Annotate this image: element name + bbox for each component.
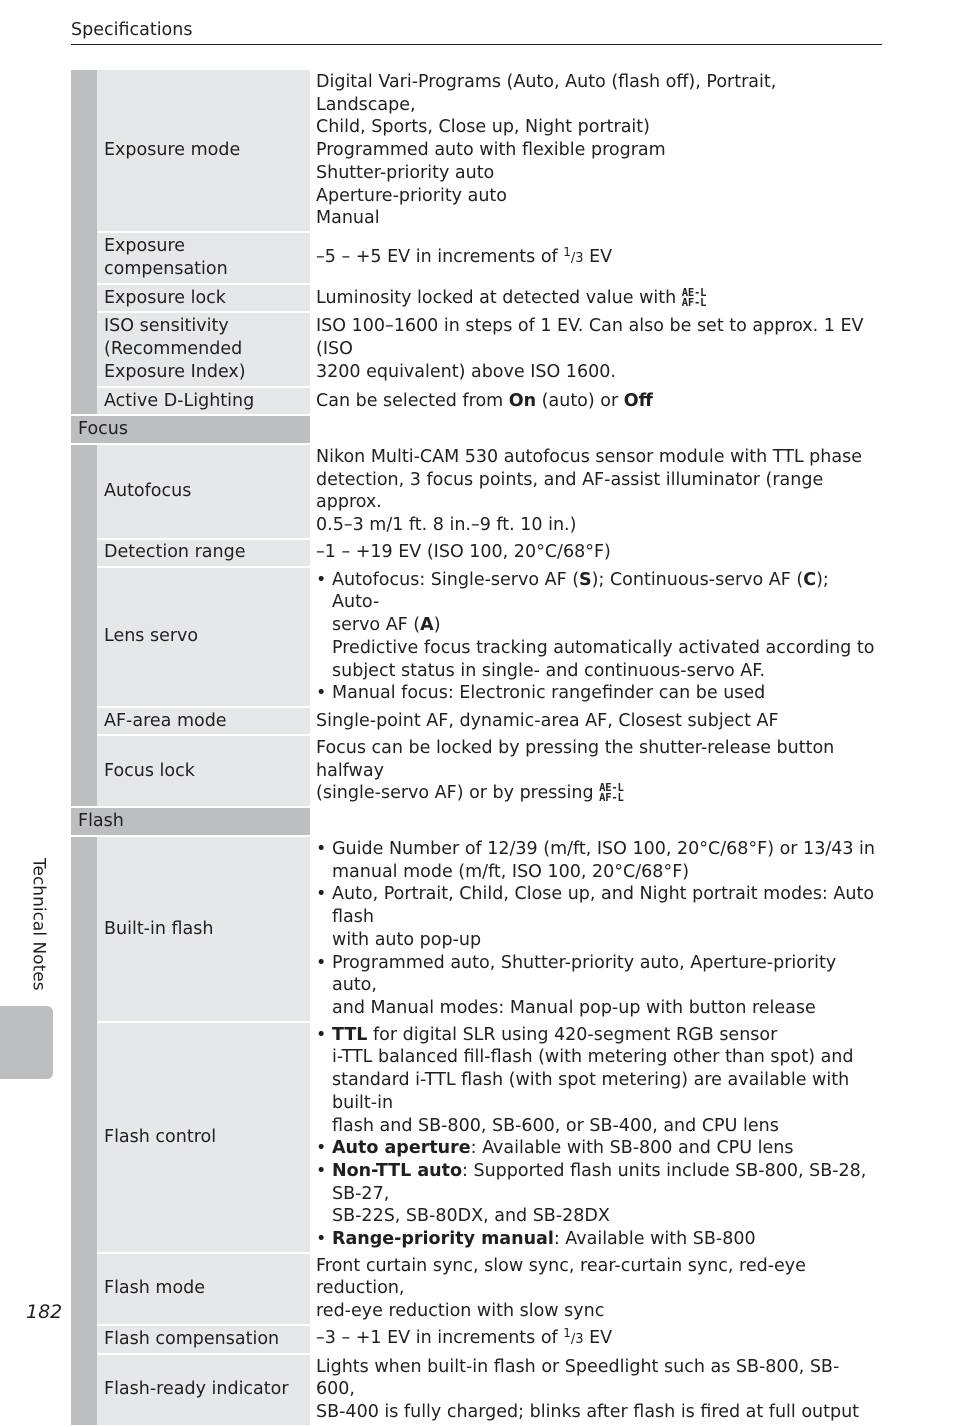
spec-key: AF-area mode: [97, 707, 310, 735]
key-line: ISO sensitivity: [104, 316, 229, 337]
section-heading: Focus: [71, 415, 310, 444]
spec-key: Active D-Lighting: [97, 387, 310, 415]
indent-cell: [71, 1325, 97, 1354]
bullet-list: [316, 838, 878, 1020]
spec-key: Exposure mode: [97, 70, 310, 232]
value-line: SB-22S, SB-80DX, and SB-28DX: [332, 1206, 610, 1227]
key-line: (Recommended: [104, 339, 243, 360]
header-rule: [71, 44, 882, 45]
value-line: Predictive focus tracking automatically activated according to: [332, 637, 875, 658]
indent-cell: [71, 387, 97, 415]
side-section-label: [24, 858, 54, 998]
af-l-glyph: AF-L: [599, 792, 624, 805]
value-line: Focus can be locked by pressing the shutter-release button halfway: [316, 737, 835, 781]
value-text: (auto) or: [536, 390, 624, 411]
list-item: • Manual focus: Electronic rangefinder can be used: [316, 682, 878, 705]
spec-value: Single-point AF, dynamic-area AF, Closest subject AF: [310, 707, 882, 735]
value-line: detection, 3 focus points, and AF-assist illuminator (range approx.: [316, 469, 824, 513]
value-text: servo AF (: [332, 615, 421, 636]
spec-key: Built-in flash: [97, 836, 310, 1022]
spec-key: Exposure lock: [97, 284, 310, 312]
bullet-list: [316, 569, 878, 705]
value-line: Digital Vari-Programs (Auto, Auto (flash off), Portrait, Landscape,: [316, 72, 777, 115]
value-text: : Available with SB-800: [553, 1229, 756, 1250]
table-row: [71, 1022, 882, 1253]
value-text: EV: [583, 1327, 613, 1348]
list-item: [316, 569, 878, 683]
indent-cell: [71, 539, 97, 567]
mode-glyph-c: C: [803, 569, 817, 590]
key-line: Exposure Index): [104, 361, 246, 382]
value-line: SB-400 is fully charged; blinks after flash is fired at full output: [316, 1401, 860, 1422]
value-line: 3200 equivalent) above ISO 1600.: [316, 361, 616, 382]
key-line: compensation: [104, 258, 228, 279]
table-row: [71, 1325, 882, 1354]
value-text: (single-servo AF) or by pressing: [316, 783, 600, 804]
value-line: Manual: [316, 208, 380, 229]
indent-cell: [71, 444, 97, 539]
value-text: : Supported flash units include SB-800, SB-28, SB-27,: [332, 1160, 867, 1204]
af-l-glyph: AF-L: [681, 296, 707, 309]
value-line: Nikon Multi-CAM 530 autofocus sensor module with TTL phase: [316, 446, 862, 467]
value-line: ISO 100–1600 in steps of 1 EV. Can also be set to approx. 1 EV (ISO: [316, 316, 864, 360]
spec-key: Flash control: [97, 1022, 310, 1253]
term-range-priority-manual: Range-priority manual: [332, 1229, 554, 1250]
table-row: [71, 707, 882, 735]
indent-cell: [71, 284, 97, 312]
spec-key: [97, 232, 310, 284]
value-line: and Manual modes: Manual pop-up with button release: [332, 997, 816, 1018]
spec-key: Flash compensation: [97, 1325, 310, 1354]
indent-cell: [71, 312, 97, 387]
table-row: [71, 1354, 882, 1426]
term-non-ttl-auto: Non-TTL auto: [332, 1160, 462, 1181]
value-line: Lights when built-in flash or Speedlight such as SB-800, SB-600,: [316, 1356, 840, 1400]
value-line: [316, 782, 878, 805]
indent-cell: [71, 836, 97, 1022]
spec-key: [97, 312, 310, 387]
spec-value: [310, 567, 882, 707]
value-text: ); Auto-: [332, 569, 829, 613]
value-text: for digital SLR using 420-segment RGB sensor: [367, 1024, 778, 1045]
spec-value: [310, 735, 882, 807]
spec-table: [71, 70, 882, 1427]
spec-key: Detection range: [97, 539, 310, 567]
indent-cell: [71, 735, 97, 807]
spec-value: [310, 1253, 882, 1325]
table-row: [71, 567, 882, 707]
spec-value: [310, 444, 882, 539]
spec-key: Flash mode: [97, 1253, 310, 1325]
spec-value: [310, 232, 882, 284]
fraction-numerator: 1: [563, 1325, 571, 1340]
ae-af-lock-icon: [599, 783, 624, 803]
value-text: –5 – +5 EV in increments of: [316, 246, 564, 267]
table-row: [71, 836, 882, 1022]
value-line: red-eye reduction with slow sync: [316, 1301, 605, 1322]
value-text: EV: [583, 246, 613, 267]
chapter-thumb-tab: [0, 1006, 53, 1079]
spec-value: [310, 1325, 882, 1354]
list-item: [316, 1228, 878, 1251]
spec-key: Focus lock: [97, 735, 310, 807]
value-line: [332, 614, 878, 637]
mode-glyph-a: A: [420, 615, 434, 636]
section-heading: Flash: [71, 807, 310, 836]
term-ttl: TTL: [332, 1024, 368, 1045]
value-line: standard i-TTL flash (with spot metering) are available with built-in: [332, 1070, 850, 1113]
bullet-list: [316, 1024, 878, 1251]
value-text: Autofocus: Single-servo AF (: [332, 569, 580, 590]
fraction-numerator: 1: [563, 244, 571, 259]
value-line: [332, 569, 878, 614]
table-row: [71, 312, 882, 387]
ae-af-lock-icon: [682, 288, 707, 308]
value-line: • Programmed auto, Shutter-priority auto, Aperture-priority auto,: [332, 952, 837, 996]
value-line: Aperture-priority auto: [316, 185, 507, 206]
indent-cell: [71, 567, 97, 707]
value-line: • Guide Number of 12/39 (m/ft, ISO 100, 20°C/68°F) or 13/43 in: [332, 839, 876, 860]
section-row-flash: [71, 807, 882, 836]
spec-value: [310, 387, 882, 415]
table-row: [71, 387, 882, 415]
page-header-title: Specifications: [71, 20, 193, 40]
value-line: subject status in single- and continuous-servo AF.: [332, 660, 766, 681]
value-text: –3 – +1 EV in increments of: [316, 1327, 564, 1348]
page-number: 182: [26, 1301, 63, 1323]
value-text: Can be selected from: [316, 390, 509, 411]
indent-cell: [71, 707, 97, 735]
value-text: Luminosity locked at detected value with: [316, 287, 682, 308]
fraction-denominator: /3: [570, 250, 584, 266]
indent-cell: [71, 70, 97, 232]
value-line: • Auto, Portrait, Child, Close up, and Night portrait modes: Auto flash: [332, 884, 875, 928]
indent-cell: [71, 1022, 97, 1253]
list-item: [316, 838, 878, 883]
spec-key: Autofocus: [97, 444, 310, 539]
table-row: [71, 232, 882, 284]
indent-cell: [71, 1253, 97, 1325]
value-line: Shutter-priority auto: [316, 162, 495, 183]
table-row: [71, 1253, 882, 1325]
list-item: [316, 952, 878, 1020]
list-item: [316, 1160, 878, 1228]
spec-value: [310, 312, 882, 387]
value-line: Child, Sports, Close up, Night portrait): [316, 117, 650, 138]
option-off: Off: [623, 390, 653, 411]
value-line: [332, 1160, 878, 1205]
list-item: [316, 1137, 878, 1160]
value-line: 0.5–3 m/1 ft. 8 in.–9 ft. 10 in.): [316, 515, 577, 536]
value-line: Programmed auto with flexible program: [316, 140, 666, 161]
section-row-focus: [71, 415, 882, 444]
value-line: i-TTL balanced fill-flash (with metering other than spot) and: [332, 1047, 854, 1068]
value-line: [332, 1024, 878, 1047]
spec-key: Flash-ready indicator: [97, 1354, 310, 1426]
indent-cell: [71, 232, 97, 284]
spec-value: –1 – +19 EV (ISO 100, 20°C/68°F): [310, 539, 882, 567]
ae-l-glyph: AE-L: [599, 782, 624, 795]
option-on: On: [508, 390, 537, 411]
spec-value: [310, 1022, 882, 1253]
spec-value: [310, 1354, 882, 1426]
spec-key: Lens servo: [97, 567, 310, 707]
value-line: manual mode (m/ft, ISO 100, 20°C/68°F): [332, 861, 690, 882]
spec-value: [310, 70, 882, 232]
spec-value: [310, 284, 882, 312]
indent-cell: [71, 1354, 97, 1426]
table-row: [71, 70, 882, 232]
value-text: ): [433, 615, 441, 636]
mode-glyph-s: S: [579, 569, 592, 590]
value-line: Front curtain sync, slow sync, rear-curtain sync, red-eye reduction,: [316, 1255, 806, 1299]
value-text: ); Continuous-servo AF (: [591, 569, 804, 590]
list-item: [316, 1024, 878, 1138]
term-auto-aperture: Auto aperture: [332, 1138, 471, 1159]
list-item: [316, 883, 878, 951]
key-line: Exposure: [104, 236, 186, 257]
table-row: [71, 444, 882, 539]
table-row: [71, 735, 882, 807]
fraction-denominator: /3: [570, 1331, 584, 1347]
value-line: flash and SB-800, SB-600, or SB-400, and CPU lens: [332, 1115, 779, 1136]
spec-value: [310, 836, 882, 1022]
side-section-label-text: Technical Notes: [28, 858, 49, 991]
value-line: with auto pop-up: [332, 929, 482, 950]
table-row: [71, 284, 882, 312]
table-row: [71, 539, 882, 567]
value-text: : Available with SB-800 and CPU lens: [470, 1138, 794, 1159]
ae-l-glyph: AE-L: [681, 286, 707, 299]
